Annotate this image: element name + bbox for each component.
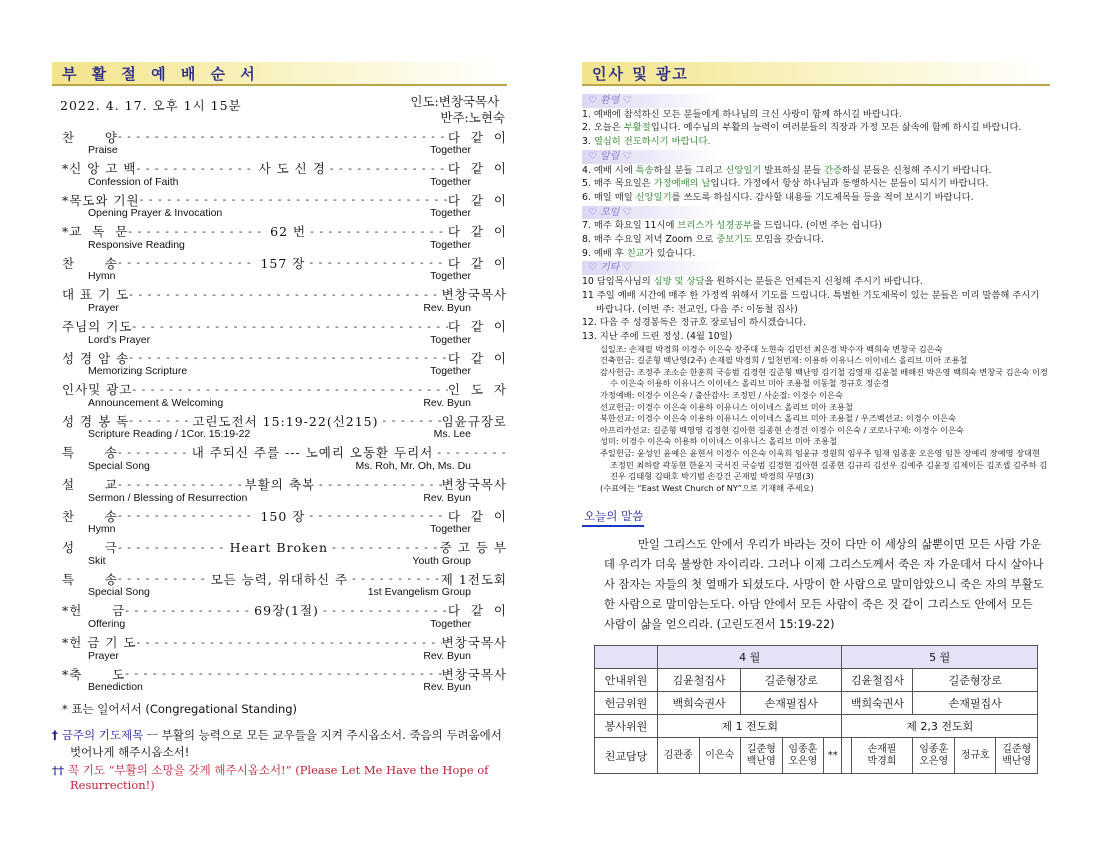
order-item-name: 인사및 광고	[62, 382, 133, 398]
order-item-leader: 다 같 이	[447, 319, 507, 335]
announcement-item: 12. 다음 주 성경봉독은 정규호 장로님이 하시겠습니다.	[582, 317, 807, 329]
order-item	[52, 634, 507, 666]
offering-line: 북한선교: 이경수 이은숙 이용하 이유니스 이이네스 올리브 미아 조용철 / 우즈벡선교: 이경수 이은숙	[600, 413, 956, 424]
order-item-leader-english: Rev. Byun	[423, 649, 471, 662]
duty-row	[595, 738, 1038, 774]
announcement-item: 5. 매주 목요일은 가정예배의 날입니다. 가정에서 항상 하나님과 동행하시는 분들이 되시기 바랍니다.	[582, 178, 989, 190]
order-item-name: 대 표 기 도	[62, 287, 130, 303]
section-label: ♡ 환영 ♡	[582, 94, 738, 108]
offering-line: 주일헌금: 윤성인 윤예은 윤현서 이경수 이은숙 이욱희 임윤규 정원희 임우주 임재 임종훈 오은영 임찬 장예리 장예영 장대현 조정민 최하람 곽동현 한윤지 국서진 국승범 김경현 김아현 길종현 김규리 김선우 김예주 김윤정 김제이든 김조셉 김주하 김진우 김태형 김태호 박기범 손강건 곤재필 박경희 무명(3)	[600, 448, 1048, 482]
order-item-english: Prayer	[88, 649, 119, 662]
dash-leader	[437, 446, 507, 459]
dagger-icon: †	[52, 727, 62, 742]
officiant-block	[410, 94, 505, 126]
dash-leader	[352, 572, 441, 585]
section-label: ♡ 알림 ♡	[582, 150, 738, 164]
duty-cell: 제 1 전도회	[658, 715, 842, 738]
dash-leader	[132, 320, 448, 333]
worship-order-title: 부 활 절 예 배 순 서	[62, 64, 260, 83]
duty-cell: 길준형 백난영	[741, 738, 783, 774]
order-item-leader: 다 같 이	[447, 192, 507, 208]
duty-cell: 김윤철집사	[842, 669, 913, 692]
order-item-detail: 62 번	[270, 224, 307, 240]
duty-cell: 김윤철집사	[658, 669, 741, 692]
order-item-leader: 중 고 등 부	[439, 540, 507, 556]
duty-cell: 백희숙권사	[658, 692, 741, 715]
order-item	[52, 223, 507, 255]
order-item-leader: 변창국목사	[441, 287, 507, 303]
order-item-english: Special Song	[88, 586, 150, 599]
duty-row	[595, 692, 1038, 715]
todays-word-title: 오늘의 말씀	[582, 508, 644, 527]
announcement-item: 1. 예배에 참석하신 모든 분들에게 하나님의 크신 사랑이 함께 하시길 바랍니다.	[582, 108, 902, 120]
dash-leader	[118, 446, 188, 459]
order-item-leader-english: Together	[430, 175, 471, 188]
order-item-leader-english: Rev. Byun	[423, 491, 471, 504]
duty-row	[595, 715, 1038, 738]
duty-row-label: 봉사위원	[595, 715, 658, 738]
month-header: 5 월	[842, 646, 1038, 669]
officiant: 인도:변창국목사	[410, 94, 500, 109]
order-item-line	[62, 160, 507, 177]
announcement-item: 4. 예배 시에 특송하실 분들 그리고 신앙일기 발표하실 분들 간증하실 분들은 신청해 주시기 바랍니다.	[582, 164, 992, 176]
duty-cell: 손재필 박경희	[851, 738, 913, 774]
section-label: ♡ 모임 ♡	[582, 206, 738, 220]
order-item-leader: 제 1전도회	[440, 571, 507, 587]
order-item-leader-english: Together	[430, 207, 471, 220]
order-item-leader-english: Together	[430, 523, 471, 536]
offering-line: 건축헌금: 길준형 백난영(2주) 손재필 박경희 / 일천번제: 이용하 이유니스 이이네스 올리브 미아 조용철	[600, 355, 968, 366]
order-item	[52, 191, 507, 223]
dash-leader	[118, 572, 207, 585]
announcement-item: 13. 지난 주에 드린 정성. (4월 10일)	[582, 330, 733, 342]
must-pray	[52, 763, 507, 793]
order-item-leader-english: Together	[430, 238, 471, 251]
order-item-leader: 변창국목사	[441, 666, 507, 682]
order-item-detail: 내 주되신 주를 --- 노예리 오동환 두리서	[191, 445, 434, 461]
pianist: 반주:노현숙	[440, 110, 505, 125]
month-header: 4 월	[658, 646, 842, 669]
duty-table	[594, 645, 1038, 774]
double-dagger-icon: ††	[52, 762, 69, 777]
dash-leader	[118, 541, 226, 554]
order-item-name: 찬 양	[62, 129, 118, 145]
order-item	[52, 602, 507, 634]
dash-leader	[129, 414, 188, 427]
dash-leader	[309, 509, 447, 522]
dash-leader	[330, 162, 448, 175]
worship-order-header	[52, 62, 507, 86]
order-item-name: 성 극	[62, 540, 118, 556]
duty-cell: 길준형장로	[741, 669, 842, 692]
order-item-leader-english: Together	[430, 333, 471, 346]
order-item-line	[62, 507, 507, 524]
order-item	[52, 539, 507, 571]
duty-cell: 정규호	[954, 738, 996, 774]
offering-line: 아프리카선교: 길준형 백영영 김정현 김아현 길종현 손경건 이경수 이은숙 / 코로나구제: 이경수 이은숙	[600, 424, 964, 435]
order-item-line	[62, 128, 507, 145]
duty-row-label: 헌금위원	[595, 692, 658, 715]
offering-line: 선교헌금: 이경수 이은숙 이용하 이유니스 이이네스 올리브 미아 조용철	[600, 401, 853, 412]
dash-leader	[129, 288, 441, 301]
order-item-line	[62, 381, 507, 398]
order-item-leader: 다 같 이	[447, 161, 507, 177]
order-item-line	[62, 476, 507, 493]
order-item-line	[62, 254, 507, 271]
order-item-english: Memorizing Scripture	[88, 365, 188, 378]
dash-leader	[128, 225, 266, 238]
order-item-leader-english: Together	[430, 144, 471, 156]
order-item-english: Confession of Faith	[88, 175, 179, 188]
order-item-line	[62, 191, 507, 208]
order-item-leader-english: Together	[430, 365, 471, 378]
announcement-item: 2. 오늘은 부활절입니다. 예수님의 부활의 능력이 여러분들의 직장과 가정 모든 삶속에 함께 하시길 바랍니다.	[582, 122, 1022, 134]
order-item-english: Announcement & Welcoming	[88, 396, 224, 409]
order-item-name: 주님의 기도	[62, 319, 133, 335]
order-item-leader: 임윤규장로	[441, 413, 507, 429]
announcements-title: 인사 및 광고	[592, 64, 689, 83]
order-item-english: Opening Prayer & Invocation	[88, 207, 223, 220]
order-item-detail: Heart Broken	[229, 539, 329, 555]
order-item-detail: 고린도전서 15:19-22(신215)	[192, 413, 379, 429]
order-item-leader: 다 같 이	[447, 350, 507, 366]
prayer-topic-text: ㅡ 부활의 능력으로 모든 교우들을 지켜 주시옵소서. 죽음의 두려움에서 벗어나게 해주시옵소서!	[70, 727, 502, 759]
duty-cell: 이은숙	[699, 738, 741, 774]
order-item-detail: 157 장	[260, 255, 306, 271]
order-item	[52, 160, 507, 192]
offering-line: 감사헌금: 조정주 조소순 한훈희 국승범 김경현 길준형 백난영 김기철 김영재 김윤철 배해진 박은영 백희숙 변창국 김은숙 이경수 이은숙 이용하 이유니스 이이네스 올리브 미아 조용철 이동철 정규호 정순경	[600, 366, 1048, 389]
dash-leader	[136, 162, 254, 175]
dash-leader	[136, 636, 441, 649]
worship-order-panel	[52, 62, 507, 793]
announcement-item: 10 담임목사님의 심방 및 상담을 원하시는 분들은 언제든지 신청해 주시기 바랍니다.	[582, 276, 923, 288]
order-item	[52, 412, 507, 444]
order-item-line	[62, 570, 507, 587]
order-item	[52, 570, 507, 602]
dash-leader	[140, 193, 448, 206]
order-list	[52, 128, 507, 697]
highlight-text: 중보기도	[716, 234, 753, 246]
duty-row	[595, 669, 1038, 692]
duty-cell: 길준형장로	[913, 669, 1038, 692]
order-item-leader: 다 같 이	[447, 255, 507, 271]
order-item-english: Sermon / Blessing of Resurrection	[88, 491, 248, 504]
duty-cell: 제 2,3 전도회	[842, 715, 1038, 738]
announcement-item: 6. 매일 매일 신앙일기를 쓰도록 하십시다. 감사할 내용들 기도제목들 등을 적어 보시기 바랍니다.	[582, 191, 974, 203]
order-item-name: *신 앙 고 백	[62, 161, 137, 177]
highlight-text: 브리스가 성경공부	[677, 220, 753, 232]
order-item-name: 특 송	[62, 445, 118, 461]
duty-cell	[842, 738, 851, 774]
order-item-detail: 사 도 신 경	[258, 161, 326, 177]
duty-cell: 손재필집사	[913, 692, 1038, 715]
duty-cell: 손재필집사	[741, 692, 842, 715]
order-item-name: 찬 송	[62, 508, 118, 524]
order-item-line	[62, 318, 507, 335]
offering-line: 성미: 이경수 이은숙 이용하 이이네스 이유니스 올리브 미아 조용철	[600, 436, 838, 447]
order-item-name: *교 독 문	[62, 224, 129, 240]
section-label: ♡ 기타 ♡	[582, 261, 738, 275]
dash-leader	[332, 541, 440, 554]
announcement-item: 8. 매주 수요일 저녁 Zoom 으로 중보기도 모임을 갖습니다.	[582, 234, 824, 246]
order-item-leader-english: Rev. Byun	[423, 301, 471, 314]
duty-cell: 길준형 백난영	[996, 738, 1038, 774]
order-item	[52, 381, 507, 413]
order-item-leader: 인 도 자	[447, 382, 507, 398]
order-item-english: Praise	[88, 144, 118, 156]
order-item-detail: 150 장	[260, 508, 306, 524]
prayer-topic-label: 금주의 기도제목	[61, 727, 144, 742]
dash-leader	[323, 604, 448, 617]
order-item-line	[62, 223, 507, 240]
highlight-text: 심방 및 상담	[653, 276, 705, 288]
order-item	[52, 444, 507, 476]
todays-word-text: 만일 그리스도 안에서 우리가 바라는 것이 다만 이 세상의 삶뿐이면 모든 사람 가운데 우리가 더욱 불쌍한 자이리라. 그러나 이제 그리스도께서 죽은 자 가운데서 다시 살아나사 잠자는 자들의 첫 열매가 되셨도다. 사망이 한 사람으로 말미암았으니 죽은 자의 부활도 한 사람으로 말미암는도다. 아담 안에서 모든 사람이 죽은 것 같이 그리스도 안에서 모든 사람이 삶을 얻으리라. (고린도전서 15:19-22)	[604, 538, 1044, 632]
dash-leader	[118, 256, 256, 269]
order-item-english: Benediction	[88, 681, 143, 694]
highlight-text: 가정예배의 날	[653, 178, 711, 190]
order-item-leader-english: Ms. Lee	[433, 428, 471, 441]
order-item-leader-english: Ms. Roh, Mr. Oh, Ms. Du	[355, 459, 471, 472]
offering-list	[582, 344, 1050, 495]
order-item-name: 성 경 봉 독	[62, 413, 130, 429]
announcement-list	[582, 94, 1050, 344]
order-item-english: Offering	[88, 617, 126, 630]
order-item-name: *목도와 기원	[62, 192, 140, 208]
order-item-english: Lord's Prayer	[88, 333, 151, 346]
order-item-leader-english: 1st Evangelism Group	[367, 586, 471, 599]
order-item	[52, 665, 507, 697]
order-item	[52, 254, 507, 286]
order-item-leader-english: Youth Group	[412, 554, 471, 567]
service-info	[52, 94, 507, 128]
order-item-leader-english: Rev. Byun	[423, 396, 471, 409]
dash-leader	[125, 604, 250, 617]
order-item-name: 찬 송	[62, 255, 118, 271]
order-item	[52, 349, 507, 381]
dash-leader	[310, 225, 448, 238]
order-item-english: Responsive Reading	[88, 238, 185, 251]
order-item-english: Prayer	[88, 301, 119, 314]
announcements-header	[582, 62, 1050, 86]
order-item-english: Hymn	[88, 270, 116, 283]
order-item-leader: 다 같 이	[447, 129, 507, 145]
duty-header-row	[595, 646, 1038, 669]
must-pray-text: 꼭 기도 “부활의 소망을 갖게 해주시옵소서!” (Please Let Me Have the Hope of Resurrection!)	[68, 762, 489, 792]
announcement-item: 11 주일 예배 시간에 매주 한 가정씩 위해서 기도를 드립니다. 특별한 기도제목이 있는 분들은 미리 말씀해 주시기 바랍니다. (이번 주: 전교인, 다음 주: 이동철 집사)	[582, 289, 1040, 315]
order-item-leader: 변창국목사	[441, 477, 507, 493]
order-item-leader: 변창국목사	[441, 635, 507, 650]
order-item-name: *축 도	[62, 666, 126, 682]
order-item-line	[62, 539, 507, 556]
order-item-detail: 부활의 축복	[244, 477, 315, 493]
order-item-line	[62, 602, 507, 619]
announcement-item: 3. 열심히 전도하시기 바랍니다.	[582, 136, 711, 148]
order-item	[52, 318, 507, 350]
order-item-detail: 69장(1절)	[254, 603, 319, 619]
highlight-text: 친교	[626, 247, 645, 259]
order-item-name: *헌 금 기 도	[62, 635, 137, 650]
dash-leader	[309, 256, 447, 269]
dash-leader	[125, 667, 441, 680]
duty-row-label: 안내위원	[595, 669, 658, 692]
offering-line: (수표에는 “East West Church of NY”으로 기재해 주세요)	[600, 482, 814, 493]
order-item-name: 특 송	[62, 571, 118, 587]
order-item-leader: 다 같 이	[447, 603, 507, 619]
order-item-leader-english: Together	[430, 270, 471, 283]
order-item-leader: 다 같 이	[447, 224, 507, 240]
dash-leader	[132, 383, 448, 396]
highlight-text: 특송	[635, 164, 654, 176]
offering-line: 십일조: 손재필 박경희 이경수 이은숙 장주대 노현숙 김민선 최은경 박수자 백희숙 변창국 김은숙	[600, 343, 943, 354]
service-date: 2022. 4. 17. 오후 1시 15분	[60, 98, 242, 113]
duty-cell: 김관종	[658, 738, 700, 774]
order-item	[52, 286, 507, 318]
order-item-line	[62, 349, 507, 366]
duty-cell: 임종훈 오은영	[913, 738, 955, 774]
announcements-panel	[582, 62, 1050, 774]
dash-leader	[383, 414, 442, 427]
duty-row-label: 친교담당	[595, 738, 658, 774]
prayer-topic	[52, 727, 507, 761]
highlight-text: 신앙일기	[635, 191, 672, 203]
standing-note: * 표는 일어서서 (Congregational Standing)	[62, 701, 298, 716]
duty-corner	[595, 646, 658, 669]
order-item-line	[62, 286, 507, 303]
order-item-leader-english: Rev. Byun	[423, 681, 471, 694]
order-item-line	[62, 665, 507, 682]
order-item-line	[62, 634, 507, 651]
dash-leader	[129, 351, 448, 364]
order-item-detail: 모든 능력, 위대하신 주	[210, 571, 349, 587]
dash-leader	[118, 509, 256, 522]
order-item-name: *헌 금	[62, 603, 126, 619]
highlight-text: 신앙일기	[725, 164, 762, 176]
order-item-english: Special Song	[88, 459, 150, 472]
highlight-text: 부활절	[623, 122, 651, 134]
announcement-item: 7. 매주 화요일 11시에 브리스가 성경공부를 드립니다. (이번 주는 쉽니다)	[582, 220, 883, 232]
duty-cell: **	[824, 738, 842, 774]
offering-line: 가정예배: 이경수 이은숙 / 출산감사: 조정민 / 사순절: 이경수 이은숙	[600, 390, 843, 401]
dash-leader	[319, 478, 442, 491]
highlight-text: 열심히 전도하시기 바랍니다.	[593, 136, 711, 148]
dash-leader	[118, 478, 241, 491]
order-item-english: Scripture Reading / 1Cor. 15:19-22	[88, 428, 251, 441]
order-item-name: 성 경 암 송	[62, 350, 130, 366]
announcement-item: 9. 예배 후 친교가 있습니다.	[582, 247, 696, 259]
order-item-leader: 다 같 이	[447, 508, 507, 524]
dash-leader	[118, 130, 448, 143]
duty-cell: 임종훈 오은영	[782, 738, 824, 774]
order-item-line	[62, 412, 507, 429]
order-item-name: 설 교	[62, 477, 118, 493]
order-item	[52, 476, 507, 508]
order-item-leader-english: Together	[430, 617, 471, 630]
order-item-english: Hymn	[88, 523, 116, 536]
order-item-english: Skit	[88, 554, 106, 567]
duty-cell: 백희숙권사	[842, 692, 913, 715]
order-item-line	[62, 444, 507, 461]
order-item	[52, 128, 507, 160]
order-item	[52, 507, 507, 539]
highlight-text: 간증	[824, 164, 843, 176]
